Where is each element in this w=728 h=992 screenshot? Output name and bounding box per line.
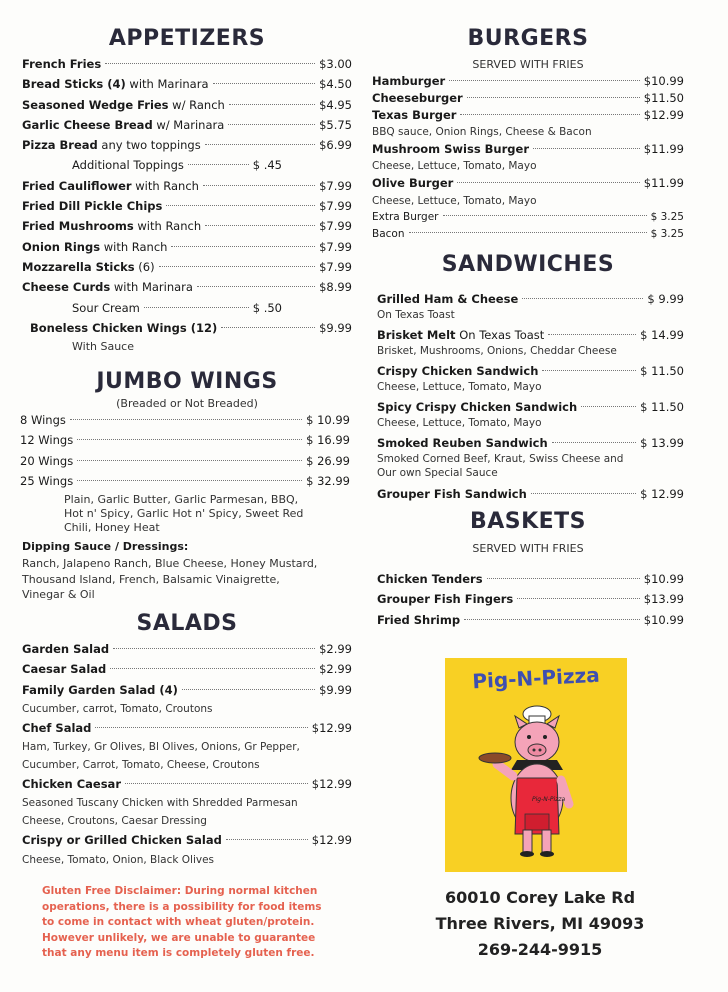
- menu-item: 25 Wings $ 32.99: [20, 473, 350, 488]
- burgers-list: [372, 73, 684, 242]
- phone-number: 269-244-9915: [477, 940, 603, 959]
- dipping-title: Dipping Sauce / Dressings:: [22, 540, 189, 553]
- item-desc: Brisket, Mushrooms, Onions, Cheddar Cheese: [377, 345, 617, 357]
- sandwiches-title: SANDWICHES: [441, 252, 615, 277]
- menu-item: Caesar Salad $2.99: [22, 662, 352, 677]
- salads-list: [22, 639, 352, 869]
- item-desc: Cheese, Lettuce, Tomato, Mayo: [372, 160, 537, 172]
- menu-item: Seasoned Wedge Fries w/ Ranch $4.95: [22, 97, 352, 112]
- menu-item: Fried Cauliflower with Ranch $7.99: [22, 178, 352, 193]
- menu-item: French Fries $3.00: [22, 57, 352, 71]
- menu-item: Texas Burger $12.99: [372, 108, 684, 122]
- menu-item: Hamburger $10.99: [372, 74, 684, 88]
- menu-item: Cheese Curds with Marinara $8.99: [22, 280, 352, 295]
- menu-item: Additional Toppings $ .45: [72, 158, 282, 173]
- apron-text: Pig-N-Pizza: [532, 796, 566, 803]
- menu-item: Crispy or Grilled Chicken Salad $12.99: [22, 833, 352, 848]
- item-desc: On Texas Toast: [377, 309, 455, 321]
- menu-item: Chicken Caesar $12.99: [22, 777, 352, 792]
- baskets-subtitle: SERVED WITH FRIES: [472, 542, 584, 555]
- appetizers-list: [22, 54, 352, 354]
- menu-item: 8 Wings $ 10.99: [20, 413, 350, 427]
- burgers-title: BURGERS: [467, 26, 589, 51]
- item-desc: Cheese, Lettuce, Tomato, Mayo: [377, 381, 542, 393]
- item-desc: Cucumber, carrot, Tomato, Croutons: [22, 702, 213, 715]
- menu-item: 12 Wings $ 16.99: [20, 433, 350, 448]
- menu-item: Olive Burger $11.99: [372, 176, 684, 190]
- menu-item: Garlic Cheese Bread w/ Marinara $5.75: [22, 117, 352, 132]
- item-desc: Cheese, Lettuce, Tomato, Mayo: [372, 195, 537, 207]
- baskets-list: [377, 569, 684, 630]
- sandwiches-list: [377, 290, 684, 503]
- menu-item: Grilled Ham & Cheese $ 9.99: [377, 292, 684, 306]
- menu-item: Fried Mushrooms with Ranch $7.99: [22, 219, 352, 234]
- menu-item: Grouper Fish Sandwich $ 12.99: [377, 487, 684, 501]
- baskets-title: BASKETS: [469, 509, 587, 534]
- item-desc: Cheese, Lettuce, Tomato, Mayo: [377, 417, 542, 429]
- menu-item: Chicken Tenders $10.99: [377, 572, 684, 586]
- menu-item: Smoked Reuben Sandwich $ 13.99: [377, 436, 684, 450]
- menu-item: Mushroom Swiss Burger $11.99: [372, 142, 684, 156]
- menu-item: Brisket Melt On Texas Toast $ 14.99: [377, 328, 684, 342]
- item-desc: Ham, Turkey, Gr Olives, Bl Olives, Onions, Gr Pepper, Cucumber, Carrot, Tomato, Cheese, Croutons: [22, 741, 300, 772]
- menu-item: Grouper Fish Fingers $13.99: [377, 592, 684, 607]
- pig-chef-illustration: [445, 658, 627, 872]
- wings-title: JUMBO WINGS: [96, 369, 278, 394]
- menu-item: Spicy Crispy Chicken Sandwich $ 11.50: [377, 400, 684, 414]
- item-desc: Cheese, Tomato, Onion, Black Olives: [22, 853, 215, 866]
- pig-n-pizza-logo: [445, 658, 627, 872]
- menu-item: Mozzarella Sticks (6) $7.99: [22, 259, 352, 274]
- menu-item: Cheeseburger $11.50: [372, 91, 684, 105]
- address-city: Three Rivers, MI 49093: [435, 914, 645, 933]
- menu-item: Crispy Chicken Sandwich $ 11.50: [377, 364, 684, 378]
- appetizers-title: APPETIZERS: [108, 26, 266, 51]
- wings-subtitle: (Breaded or Not Breaded): [116, 397, 258, 410]
- address-street: 60010 Corey Lake Rd: [444, 888, 636, 907]
- dipping-list: Ranch, Jalapeno Ranch, Blue Cheese, Honey Mustard, Thousand Island, French, Balsamic Vinaigrette, Vinegar & Oil: [22, 557, 318, 601]
- menu-item: Onion Rings with Ranch $7.99: [22, 239, 352, 254]
- menu-item: Fried Dill Pickle Chips $7.99: [22, 199, 352, 214]
- logo-title: Pig-N-Pizza: [471, 662, 601, 694]
- menu-item: Sour Cream $ .50: [72, 300, 282, 315]
- wings-list: [20, 410, 350, 491]
- menu-item: Chef Salad $12.99: [22, 720, 352, 735]
- menu-item: Boneless Chicken Wings (12) $9.99: [30, 320, 352, 335]
- wing-flavors: Plain, Garlic Butter, Garlic Parmesan, BBQ, Hot n' Spicy, Garlic Hot n' Spicy, Sweet Red Chili, Honey Heat: [64, 493, 304, 534]
- item-desc: Seasoned Tuscany Chicken with Shredded Parmesan Cheese, Croutons, Caesar Dressing: [22, 797, 298, 828]
- salads-title: SALADS: [136, 611, 238, 636]
- menu-item: Family Garden Salad (4) $9.99: [22, 682, 352, 697]
- menu-item: Fried Shrimp $10.99: [377, 612, 684, 627]
- menu-item: 20 Wings $ 26.99: [20, 453, 350, 468]
- gluten-disclaimer: Gluten Free Disclaimer: During normal kitchen operations, there is a possibility for food items to come in contact with wheat gluten/protein. However unlikely, we are unable to guarantee that any menu item is completely gluten free.: [42, 885, 322, 959]
- burgers-subtitle: SERVED WITH FRIES: [472, 58, 584, 71]
- menu-item: Bacon $ 3.25: [372, 228, 684, 240]
- menu-item: Bread Sticks (4) with Marinara $4.50: [22, 77, 352, 92]
- menu-item: Extra Burger $ 3.25: [372, 211, 684, 223]
- item-desc: Smoked Corned Beef, Kraut, Swiss Cheese and Our own Special Sauce: [377, 453, 624, 479]
- menu-item: Pizza Bread any two toppings $6.99: [22, 138, 352, 153]
- with-sauce-note: With Sauce: [72, 340, 134, 354]
- item-desc: BBQ sauce, Onion Rings, Cheese & Bacon: [372, 126, 592, 138]
- menu-item: Garden Salad $2.99: [22, 642, 352, 656]
